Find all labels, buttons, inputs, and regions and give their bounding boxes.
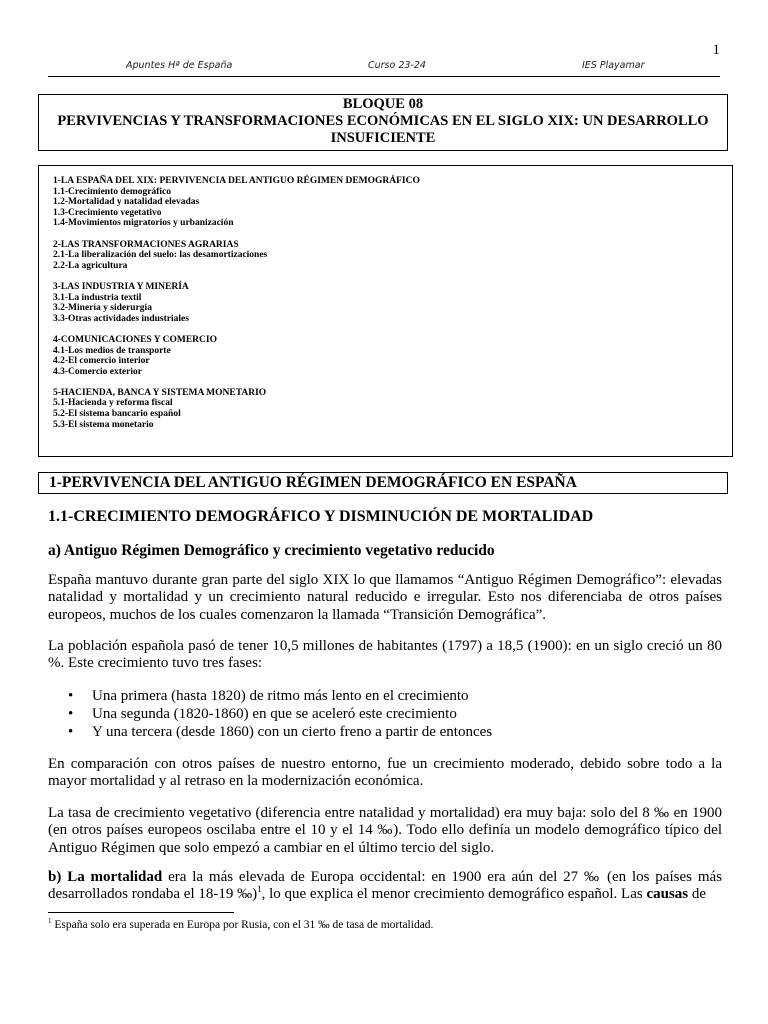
toc-item: 5.3-El sistema monetario [53,419,154,430]
list-item: • Una primera (hasta 1820) de ritmo más lento en el crecimiento [48,687,722,705]
toc-item: 1.4-Movimientos migratorios y urbanización [53,218,234,229]
mortality-lead: b) La mortalidad [48,869,163,885]
footnote-separator [48,912,234,913]
causes-bold: causas [646,886,689,903]
toc-item: 1.1-Crecimiento demográfico [53,186,172,197]
header-left-text: Apuntes Hª de España [126,60,233,71]
paragraph-4: La tasa de crecimiento vegetativo (diferencia entre natalidad y mortalidad) era muy baja: solo del 8 ‰ en 1900 (en otros países europeos oscilaba entre el 10 y el 14 ‰). Todo ello definía un modelo demográfico típico del Antiguo Régimen que solo empezó a cambiar en el último tercio del siglo. [48,805,722,856]
section-1-1-heading: 1.1-CRECIMIENTO DEMOGRÁFICO Y DISMINUCIÓN DE MORTALIDAD [48,508,594,525]
block-number: BLOQUE 08 [342,96,424,112]
footnote-marker: 1 [48,917,52,926]
toc-heading: 5-HACIENDA, BANCA Y SISTEMA MONETARIO [53,387,267,398]
toc-item: 1.2-Mortalidad y natalidad elevadas [53,197,200,208]
footnote [48,918,722,932]
toc-section-2 [53,240,718,272]
header-center-text: Curso 23-24 [368,60,426,71]
toc-item: 4.1-Los medios de transporte [53,345,171,356]
toc-item: 1.3-Crecimiento vegetativo [53,207,162,218]
block-title: PERVIVENCIAS Y TRANSFORMACIONES ECONÓMICAS EN EL SIGLO XIX: UN DESARROLLO INSUFICIENTE [57,113,709,146]
header-right-text: IES Playamar [582,60,645,71]
toc-heading: 2-LAS TRANSFORMACIONES AGRARIAS [53,239,239,250]
page-number: 1 [712,42,720,58]
toc-item: 5.2-El sistema bancario español [53,409,181,420]
paragraph-5 [48,869,722,904]
paragraph-5-text-3: de [688,886,707,903]
toc-section-1 [53,176,718,229]
paragraph-5-text-2: , lo que explica el menor crecimiento demográfico español. Las [261,886,647,903]
toc-item: 2.1-La liberalización del suelo: las desamortizaciones [53,250,268,261]
paragraph-5-text-1: era la más elevada de Europa occidental: en 1900 era aún del 27 ‰ (en los países más desarrollados rondaba el 18-19 ‰) [48,869,722,903]
toc-section-5 [53,388,718,430]
toc-item: 4.2-El comercio interior [53,356,150,367]
toc-item: 4.3-Comercio exterior [53,366,142,377]
footnote-text: España solo era superada en Europa por Rusia, con el 31 ‰ de tasa de mortalidad. [51,919,434,931]
running-header [48,58,720,77]
toc-item: 3.2-Minería y siderurgia [53,303,152,314]
section-1-heading: 1-PERVIVENCIA DEL ANTIGUO RÉGIMEN DEMOGRÁFICO EN ESPAÑA [38,472,728,494]
paragraph-1: España mantuvo durante gran parte del siglo XIX lo que llamamos “Antiguo Régimen Demográfico”: elevadas natalidad y mortalidad y un crecimiento natural reducido e irregular. Esto nos diferenciaba de otros países europeos, muchos de los cuales comenzaron la llamada “Transición Demográfica”. [48,572,722,623]
title-box [38,94,728,151]
footnote-reference: 1 [257,884,262,895]
list-item: • Y una tercera (desde 1860) con un cierto freno a partir de entonces [48,723,722,741]
subsection-a-heading: a) Antiguo Régimen Demográfico y crecimiento vegetativo reducido [48,542,495,559]
toc-item: 5.1-Hacienda y reforma fiscal [53,398,173,409]
growth-phases-list [48,687,722,741]
toc-section-3 [53,282,718,324]
toc-heading: 4-COMUNICACIONES Y COMERCIO [53,334,217,345]
toc-heading: 1-LA ESPAÑA DEL XIX: PERVIVENCIA DEL ANTIGUO RÉGIMEN DEMOGRÁFICO [53,176,420,186]
toc-section-4 [53,335,718,377]
toc-item: 3.3-Otras actividades industriales [53,313,189,324]
paragraph-3: En comparación con otros países de nuestro entorno, fue un crecimiento moderado, debido sobre todo a la mayor mortalidad y al retraso en la modernización económica. [48,756,722,790]
toc-heading: 3-LAS INDUSTRIA Y MINERÍA [53,281,189,292]
table-of-contents [38,165,733,457]
paragraph-2: La población española pasó de tener 10,5 millones de habitantes (1797) a 18,5 (1900): en un siglo creció un 80 %. Este crecimiento tuvo tres fases: [48,638,722,672]
list-item: • Una segunda (1820-1860) en que se aceleró este crecimiento [48,705,722,723]
toc-item: 3.1-La industria textil [53,292,142,303]
toc-item: 2.2-La agricultura [53,260,128,271]
